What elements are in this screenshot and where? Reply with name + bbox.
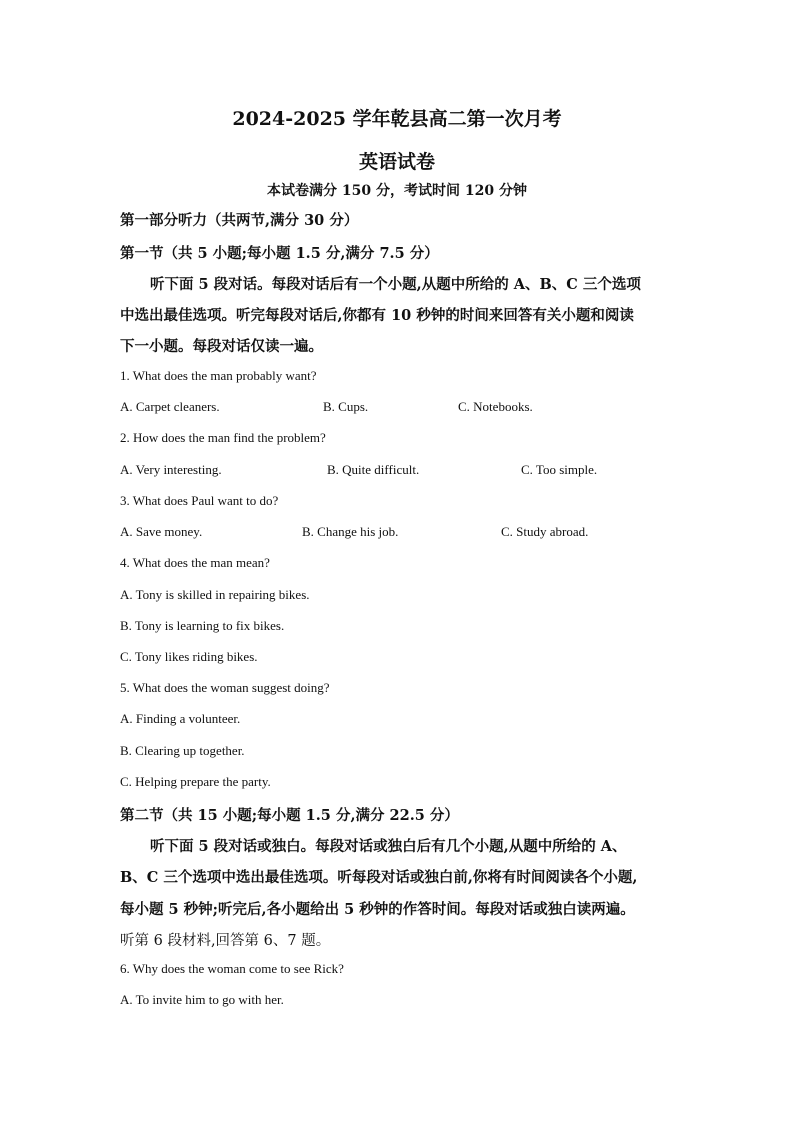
section1-instruction-line: 中选出最佳选项。听完每段对话后,你都有 10 秒钟的时间来回答有关小题和阅读 [120,307,634,324]
option-a: A. Tony is skilled in repairing bikes. [120,587,310,602]
section2-instruction-line: B、C 三个选项中选出最佳选项。听每段对话或独白前,你将有时间阅读各个小题, [120,869,638,886]
question-stem: 6. Why does the woman come to see Rick? [120,961,344,976]
option-c: C. Helping prepare the party. [120,774,271,789]
section2-instruction-line: 听下面 5 段对话或独白。每段对话或独白后有几个小题,从题中所给的 A、 [150,838,627,855]
subject-title: 英语试卷 [358,151,435,173]
option-c: C. Notebooks. [458,399,533,414]
option-b: B. Tony is learning to fix bikes. [120,618,285,633]
question-stem: 1. What does the man probably want? [120,368,317,383]
option-a: A. Save money. [120,524,203,539]
option-a: A. Very interesting. [120,462,222,477]
option-a: A. To invite him to go with her. [120,992,284,1007]
part1-heading: 第一部分听力（共两节,满分 30 分） [120,212,359,229]
section2-heading: 第二节（共 15 小题;每小题 1.5 分,满分 22.5 分） [120,807,459,824]
option-a: A. Carpet cleaners. [120,399,220,414]
option-b: B. Quite difficult. [327,462,420,477]
exam-note: 本试卷满分 150 分，考试时间 120 分钟 [267,183,527,199]
option-b: B. Clearing up together. [120,743,245,758]
question-stem: 3. What does Paul want to do? [120,493,279,508]
option-c: C. Tony likes riding bikes. [120,649,258,664]
question-stem: 2. How does the man find the problem? [120,430,326,445]
option-b: B. Change his job. [302,524,399,539]
option-c: C. Too simple. [521,462,598,477]
question-stem: 5. What does the woman suggest doing? [120,680,330,695]
option-c: C. Study abroad. [501,524,589,539]
question-stem: 4. What does the man mean? [120,555,270,570]
section2-instruction-line: 每小题 5 秒钟;听完后,各小题给出 5 秒钟的作答时间。每段对话或独白读两遍。 [120,901,635,918]
exam-title: 2024-2025 学年乾县高二第一次月考 [232,108,562,130]
option-a: A. Finding a volunteer. [120,711,241,726]
section1-instruction-line: 下一小题。每段对话仅读一遍。 [120,338,323,355]
section1-heading: 第一节（共 5 小题;每小题 1.5 分,满分 7.5 分） [120,245,439,262]
material-note: 听第 6 段材料,回答第 6、7 题。 [120,933,331,949]
section1-instruction-line: 听下面 5 段对话。每段对话后有一个小题,从题中所给的 A、B、C 三个选项 [150,276,641,293]
option-b: B. Cups. [323,399,369,414]
